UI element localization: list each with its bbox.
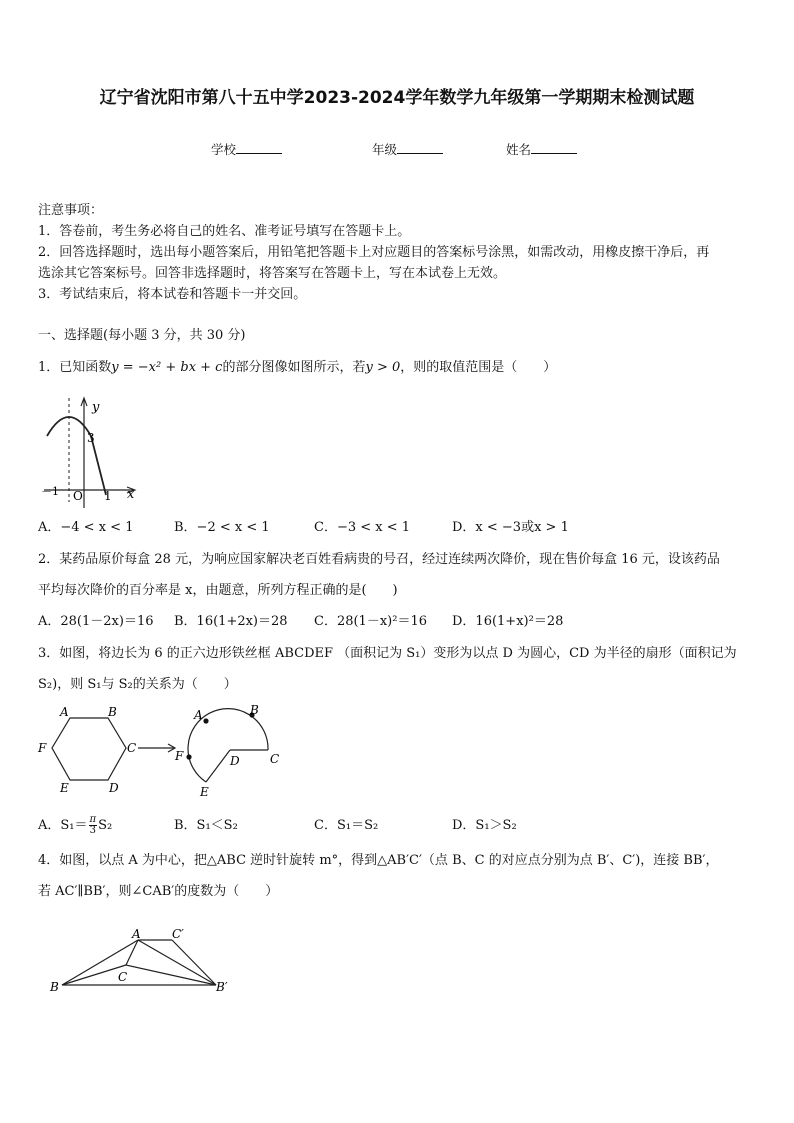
tick-3-label: 3 bbox=[87, 431, 95, 445]
grade-field bbox=[372, 141, 443, 159]
q3-option-c[interactable]: C．S₁＝S₂ bbox=[314, 818, 379, 833]
note-item: 3．考试结束后，将本试卷和答题卡一并交回。 bbox=[38, 287, 307, 302]
q1-option-d[interactable]: D．x < −3或x > 1 bbox=[452, 520, 569, 535]
page-title: 辽宁省沈阳市第八十五中学2023-2024学年数学九年级第一学期期末检测试题 bbox=[99, 88, 695, 108]
hex-label-c: C bbox=[127, 741, 137, 755]
sector-label-d: D bbox=[230, 754, 240, 768]
y-axis-label: y bbox=[92, 400, 100, 415]
tick-neg1-label: －1 bbox=[41, 485, 59, 498]
question-4-line2: 若 AC′∥BB′，则∠CAB′的度数为（ ） bbox=[38, 884, 279, 899]
label-b: B bbox=[50, 980, 59, 994]
sector-label-a: A bbox=[194, 708, 203, 722]
fraction-denominator: 3 bbox=[89, 825, 96, 836]
segment-c-prime-b-prime bbox=[172, 940, 216, 985]
q1-option-c[interactable]: C．−3 < x < 1 bbox=[314, 520, 411, 535]
label-b-prime: B′ bbox=[216, 980, 228, 994]
notes-heading: 注意事项： bbox=[38, 203, 104, 218]
grade-blank bbox=[397, 141, 443, 154]
note-item: 1．答卷前，考生务必将自己的姓名、准考证号填写在答题卡上。 bbox=[38, 224, 411, 239]
q3-option-a-prefix: A．S₁＝ bbox=[38, 818, 88, 833]
grade-label: 年级 bbox=[372, 142, 398, 157]
q3-hexagon-figure bbox=[38, 702, 138, 794]
question-2-line2: 平均每次降价的百分率是 x，由题意，所列方程正确的是( ) bbox=[38, 583, 398, 598]
segment-cb-prime bbox=[126, 965, 216, 985]
point-a-dot bbox=[203, 718, 208, 723]
sector-label-b: B bbox=[250, 703, 259, 717]
q2-option-d[interactable]: D．16(1+x)²＝28 bbox=[452, 614, 564, 629]
label-c-prime: C′ bbox=[172, 927, 184, 941]
hex-label-f: F bbox=[38, 741, 47, 755]
q1-condition: y > 0 bbox=[365, 360, 401, 375]
note-item: 选涂其它答案标号。回答非选择题时，将答案写在答题卡上，写在本试卷上无效。 bbox=[38, 266, 507, 281]
name-blank bbox=[531, 141, 577, 154]
q3-option-b[interactable]: B．S₁＜S₂ bbox=[174, 818, 238, 833]
q3-option-a[interactable] bbox=[38, 815, 112, 837]
label-a: A bbox=[132, 927, 141, 941]
section-heading: 一、选择题(每小题 3 分，共 30 分) bbox=[38, 328, 246, 343]
q1-prefix: 1．已知函数 bbox=[38, 360, 112, 375]
school-field bbox=[211, 141, 282, 159]
q1-option-b[interactable]: B．−2 < x < 1 bbox=[174, 520, 270, 535]
q1-formula: y = −x² + bx + c bbox=[111, 360, 223, 375]
sector-label-c: C bbox=[270, 752, 280, 766]
q1-middle: 的部分图像如图所示，若 bbox=[222, 360, 366, 375]
x-axis-label: x bbox=[127, 487, 135, 502]
hex-label-e: E bbox=[60, 781, 69, 795]
question-2-line1: 2．某药品原价每盒 28 元，为响应国家解决老百姓看病贵的号召，经过连续两次降价，现在售价每盒 16 元，设该药品 bbox=[38, 552, 720, 567]
q4-rotation-figure bbox=[48, 925, 238, 997]
point-f-dot bbox=[186, 754, 191, 759]
school-blank bbox=[236, 141, 282, 154]
sector-radius-de bbox=[206, 750, 230, 782]
parabola-curve bbox=[47, 417, 106, 495]
question-1-text bbox=[38, 359, 556, 377]
q3-option-a-suffix: S₂ bbox=[98, 818, 113, 833]
q3-sector-figure bbox=[172, 702, 287, 798]
hex-label-a: A bbox=[60, 705, 69, 719]
question-3-line2: S₂)，则 S₁与 S₂的关系为（ ） bbox=[38, 677, 237, 692]
name-label: 姓名 bbox=[506, 142, 532, 157]
tick-1-label: 1 bbox=[104, 489, 112, 503]
hexagon-shape bbox=[52, 718, 126, 780]
question-3-line1: 3．如图，将边长为 6 的正六边形铁丝框 ABCDEF （面积记为 S₁）变形为以点 D 为圆心，CD 为半径的扇形（面积记为 bbox=[38, 646, 737, 661]
name-field bbox=[506, 141, 577, 159]
q3-option-d[interactable]: D．S₁＞S₂ bbox=[452, 818, 517, 833]
question-4-line1: 4．如图，以点 A 为中心，把△ABC 逆时针旋转 m°，得到△AB′C′（点 B、C 的对应点分别为点 B′、C′)，连接 BB′， bbox=[38, 853, 719, 868]
sector-label-f: F bbox=[175, 749, 184, 763]
q2-option-b[interactable]: B．16(1+2x)＝28 bbox=[174, 614, 288, 629]
q1-graph bbox=[38, 390, 143, 510]
sector-label-e: E bbox=[200, 785, 209, 799]
school-label: 学校 bbox=[211, 142, 237, 157]
hex-label-d: D bbox=[109, 781, 119, 795]
note-item: 2．回答选择题时，选出每小题答案后，用铅笔把答题卡上对应题目的答案标号涂黑，如需改动，用橡皮擦干净后，再 bbox=[38, 245, 710, 260]
q1-suffix: ，则的取值范围是（ ） bbox=[400, 360, 557, 375]
q2-option-c[interactable]: C．28(1－x)²＝16 bbox=[314, 614, 427, 629]
label-c: C bbox=[118, 970, 128, 984]
segment-bc bbox=[62, 965, 126, 985]
origin-label: O bbox=[73, 489, 83, 503]
segment-ab-prime bbox=[138, 940, 216, 985]
q3-option-a-fraction bbox=[89, 815, 98, 836]
hex-label-b: B bbox=[108, 705, 117, 719]
q2-option-a[interactable]: A．28(1－2x)＝16 bbox=[38, 614, 154, 629]
fraction-numerator: π bbox=[89, 814, 97, 825]
q1-option-a[interactable]: A．−4 < x < 1 bbox=[38, 520, 134, 535]
